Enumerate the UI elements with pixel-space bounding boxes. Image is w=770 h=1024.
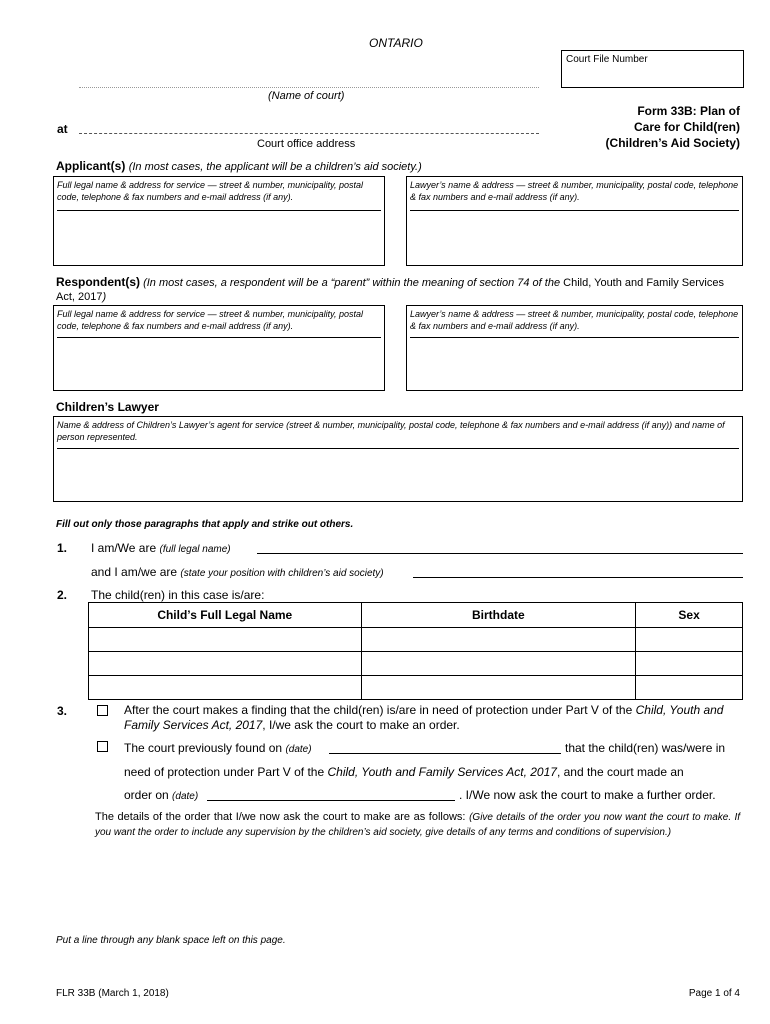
applicant-party-box[interactable] bbox=[53, 176, 385, 266]
respondents-note-close: ) bbox=[102, 291, 107, 303]
applicants-title: Applicant(s) bbox=[56, 159, 126, 173]
option2-date2-hint: (date) bbox=[172, 791, 199, 802]
respondents-note: (In most cases, a respondent will be a “parent” within the meaning of section 74 of the bbox=[143, 277, 561, 289]
child-name-cell[interactable] bbox=[89, 676, 362, 700]
details-text-a: The details of the order that I/we now ask the court to make are as follows: bbox=[95, 811, 466, 823]
para2-text: The child(ren) in this case is/are: bbox=[91, 588, 265, 602]
table-row bbox=[89, 628, 743, 652]
table-row bbox=[89, 676, 743, 700]
para1-position-label: and I am/we are bbox=[91, 565, 178, 579]
order-date-line[interactable] bbox=[207, 800, 455, 801]
children-table-header bbox=[89, 603, 743, 628]
col-header-birthdate: Birthdate bbox=[361, 603, 636, 628]
child-name-cell[interactable] bbox=[89, 628, 362, 652]
para1-position-text bbox=[91, 565, 384, 579]
option2-line1 bbox=[124, 741, 312, 755]
province-title: ONTARIO bbox=[369, 36, 423, 50]
option1-text bbox=[124, 703, 744, 733]
child-sex-cell[interactable] bbox=[636, 676, 743, 700]
option1-checkbox[interactable] bbox=[97, 705, 108, 716]
option2-text-a: The court previously found on bbox=[124, 741, 283, 755]
childrens-lawyer-heading: Children’s Lawyer bbox=[56, 400, 159, 414]
option2-line3 bbox=[124, 788, 198, 802]
blank-space-note: Put a line through any blank space left on this page. bbox=[56, 935, 286, 946]
children-table bbox=[88, 602, 743, 700]
full-legal-name-line[interactable] bbox=[257, 553, 743, 554]
para1-hint: (full legal name) bbox=[159, 544, 231, 555]
col-header-sex: Sex bbox=[636, 603, 743, 628]
instructions-text: Fill out only those paragraphs that apply and strike out others. bbox=[56, 519, 354, 530]
option2-text-e: order on bbox=[124, 788, 169, 802]
child-sex-cell[interactable] bbox=[636, 628, 743, 652]
respondent-party-box[interactable] bbox=[53, 305, 385, 391]
option2-date-hint: (date) bbox=[285, 744, 312, 755]
court-file-number-field[interactable] bbox=[561, 50, 744, 88]
para3-number: 3. bbox=[57, 704, 68, 718]
respondent-party-label: Full legal name & address for service — street & number, municipality, postal code, telephone & fax numbers and e-mail address (if any). bbox=[57, 308, 381, 338]
form-title bbox=[560, 103, 740, 151]
form-id: FLR 33B (March 1, 2018) bbox=[56, 988, 169, 999]
court-name-label: (Name of court) bbox=[268, 90, 345, 102]
court-file-number-label: Court File Number bbox=[566, 54, 648, 65]
para1-number: 1. bbox=[57, 541, 68, 555]
para2-number: 2. bbox=[57, 588, 68, 602]
option1-text-a: After the court makes a finding that the child(ren) is/are in need of protection under Part V of the bbox=[124, 703, 636, 717]
form-title-line1: Form 33B: Plan of bbox=[637, 104, 740, 118]
childrens-lawyer-label: Name & address of Children’s Lawyer’s agent for service (street & number, municipality, postal code, telephone & fax numbers and e-mail address (if any)) and name of person represented. bbox=[57, 419, 739, 449]
option2-text-f: . I/We now ask the court to make a further order. bbox=[459, 788, 716, 802]
option2-act: Child, Youth and Family Services Act, 2017 bbox=[327, 765, 557, 779]
respondents-act: Child, Youth and Family Services Act, 2017 bbox=[56, 277, 724, 303]
child-sex-cell[interactable] bbox=[636, 652, 743, 676]
option2-line2 bbox=[124, 765, 684, 779]
para1-position-hint: (state your position with children’s aid society) bbox=[180, 568, 384, 579]
court-office-label: Court office address bbox=[257, 138, 356, 150]
order-details-text bbox=[95, 810, 740, 840]
child-name-cell[interactable] bbox=[89, 652, 362, 676]
option2-text-d: , and the court made an bbox=[556, 765, 684, 779]
option2-text-b: that the child(ren) was/were in bbox=[565, 741, 726, 755]
applicant-lawyer-box[interactable] bbox=[406, 176, 743, 266]
applicant-party-label: Full legal name & address for service — street & number, municipality, postal code, telephone & fax numbers and e-mail address (if any). bbox=[57, 179, 381, 211]
col-header-name: Child’s Full Legal Name bbox=[89, 603, 362, 628]
at-label: at bbox=[57, 122, 68, 136]
childrens-lawyer-box[interactable] bbox=[53, 416, 743, 502]
respondent-lawyer-label: Lawyer’s name & address — street & number, municipality, postal code, telephone & fax numbers and e-mail address (if any). bbox=[410, 308, 739, 338]
child-birthdate-cell[interactable] bbox=[361, 628, 636, 652]
para1-label: I am/We are bbox=[91, 541, 157, 555]
details-text-b: (Give details of the order you now want the court to make. If you want the order to include any supervision by the children’s aid society, give details of any terms and conditions of supervision.) bbox=[95, 812, 741, 838]
page-number: Page 1 of 4 bbox=[688, 988, 740, 999]
option1-text-b: , I/we ask the court to make an order. bbox=[262, 718, 460, 732]
previous-finding-date-line[interactable] bbox=[329, 753, 561, 754]
table-row bbox=[89, 652, 743, 676]
form-title-line2: Care for Child(ren) bbox=[633, 120, 740, 134]
respondent-lawyer-box[interactable] bbox=[406, 305, 743, 391]
child-birthdate-cell[interactable] bbox=[361, 676, 636, 700]
option2-text-c: need of protection under Part V of the bbox=[124, 765, 325, 779]
form-title-line3: (Children’s Aid Society) bbox=[605, 136, 740, 150]
court-name-line[interactable] bbox=[79, 87, 539, 88]
child-birthdate-cell[interactable] bbox=[361, 652, 636, 676]
respondents-heading bbox=[56, 275, 736, 304]
court-address-line[interactable] bbox=[79, 133, 539, 134]
applicants-heading bbox=[56, 159, 422, 173]
option1-act: Child, Youth and Family Services Act, 2017 bbox=[124, 703, 724, 732]
applicant-lawyer-label: Lawyer’s name & address — street & number, municipality, postal code, telephone & fax numbers and e-mail address (if any). bbox=[410, 179, 739, 211]
para1-text bbox=[91, 541, 231, 555]
position-line[interactable] bbox=[413, 577, 743, 578]
applicants-note: (In most cases, the applicant will be a children’s aid society.) bbox=[128, 161, 422, 173]
option2-checkbox[interactable] bbox=[97, 741, 108, 752]
respondents-title: Respondent(s) bbox=[56, 275, 140, 289]
